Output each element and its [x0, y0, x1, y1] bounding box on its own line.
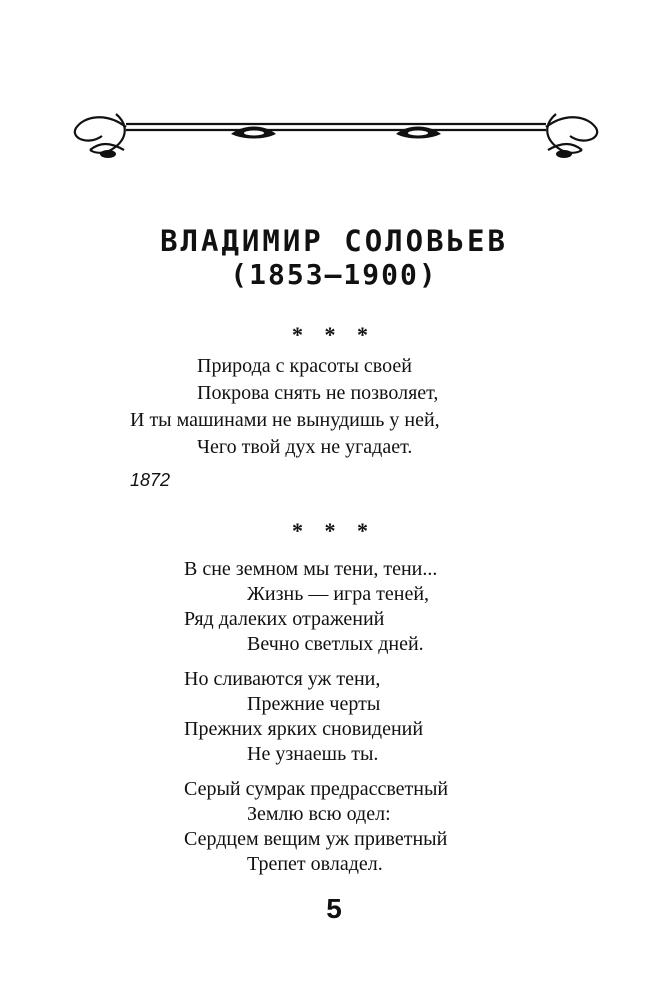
poem-2-line: Не узнаешь ты.: [247, 743, 379, 765]
poem-1-line: Покрова снять не позволяет,: [197, 382, 439, 404]
poem-2-line: Ряд далеких отражений: [184, 608, 385, 630]
poem-1-date: 1872: [130, 470, 171, 490]
poem-2-line: Вечно светлых дней.: [247, 633, 424, 655]
poem-1-line: И ты машинами не вынудишь у ней,: [130, 409, 440, 431]
poem-2-line: Сердцем вещим уж приветный: [184, 828, 448, 850]
poem-2-line: Землю всю одел:: [247, 803, 391, 825]
page-number: 5: [326, 893, 342, 924]
author-name: ВЛАДИМИР СОЛОВЬЕВ: [160, 224, 508, 258]
poem-2-line: Жизнь — игра теней,: [247, 583, 430, 605]
poem-2-line: В сне земном мы тени, тени...: [184, 558, 438, 580]
poem-2-line: Серый сумрак предрассветный: [184, 778, 449, 800]
poem-1-line: Чего твой дух не угадает.: [197, 436, 413, 458]
header-ornament: [66, 104, 606, 160]
poem-2-line: Трепет овладел.: [247, 853, 383, 875]
poem-1-heading: * * *: [292, 322, 376, 347]
poem-2-line: Прежних ярких сновидений: [184, 718, 424, 740]
poem-2-heading: * * *: [292, 518, 376, 543]
poem-2-line: Но сливаются уж тени,: [184, 668, 381, 690]
poem-1-line: Природа с красоты своей: [197, 355, 412, 377]
author-years: (1853—1900): [230, 258, 438, 291]
poem-2-line: Прежние черты: [247, 693, 381, 715]
